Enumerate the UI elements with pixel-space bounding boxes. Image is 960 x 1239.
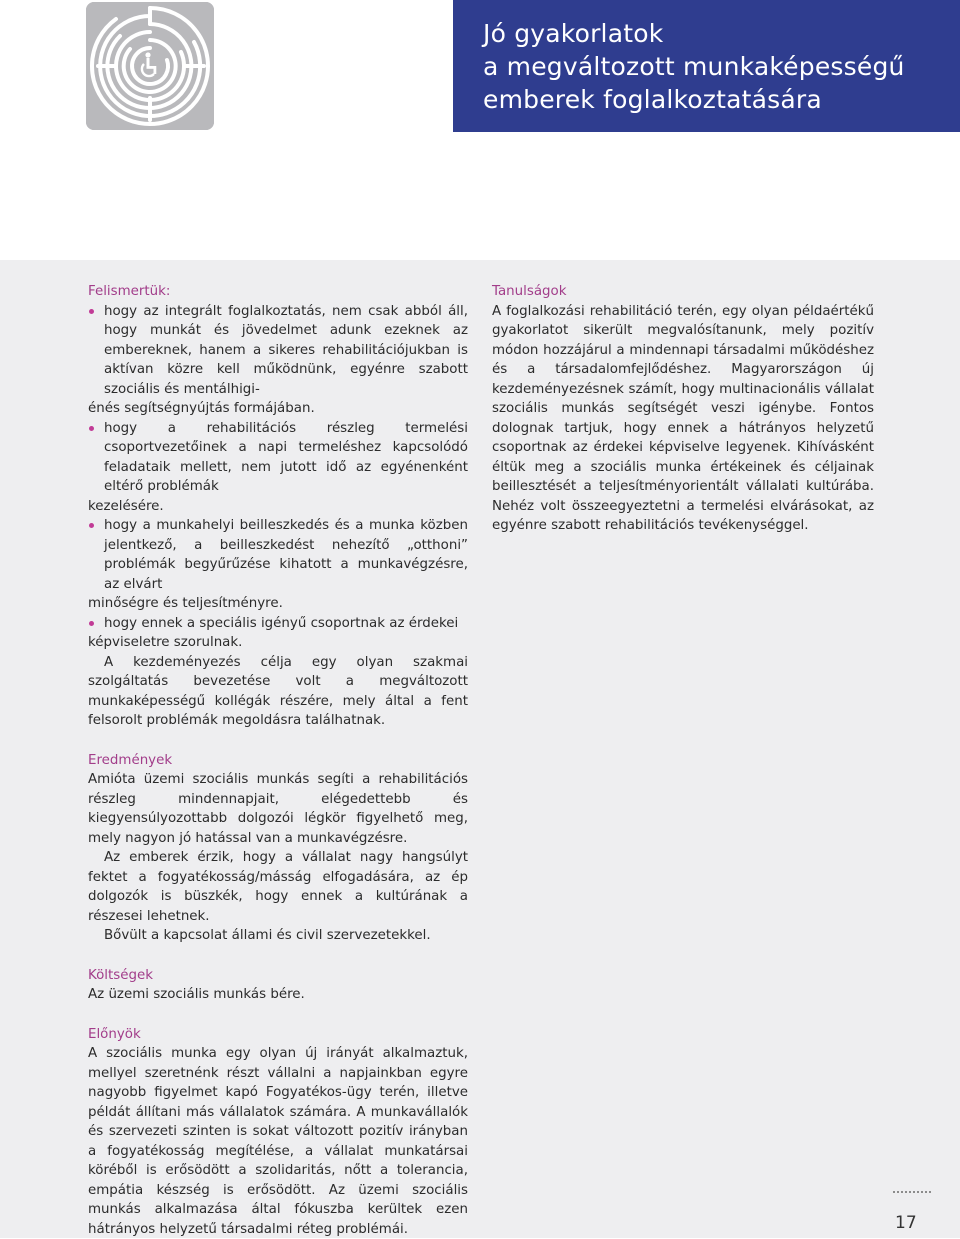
- elonyok-paragraph: A szociális munka egy olyan új irányát alkalmaztuk, mellyel szeretnénk részt vállalni a napjainkban egyre nagyobb figyelmet kapó Fogyatékos-ügy terén, illetve példát állítani más vállalatok számára. A munkavállalók és szervezeti szinten is sokat változott pozitív irányban a fogyatékosság megítélése, a vállalat munkatársai köréből is erősödött a szolidaritás, nőtt a tolerancia, empátia készség is erősödött. Az üzemi szociális munkás alkalmazása által fókuszba kerültek ezen hátrányos helyzetű társadalmi réteg problémái.: [88, 1046, 468, 1237]
- title-line-3: emberek foglalkoztatására: [483, 85, 822, 114]
- list-item-text: hogy ennek a speciális igényű csoportnak az érdekei: [104, 615, 459, 631]
- koltsegek-paragraph: Az üzemi szociális munkás bére.: [88, 987, 305, 1002]
- list-item-text: hogy a rehabilitációs részleg termelési csoportvezetőinek a napi termeléshez kapcsolódó feladataik mellett, nem jutott idő az egyénenként eltérő problémák: [104, 420, 468, 494]
- tanulsagok-heading: Tanulságok: [492, 284, 567, 299]
- list-item-continuation: képviseletre szorulnak.: [88, 635, 243, 650]
- list-item: [88, 419, 468, 517]
- page-number: 17: [895, 1213, 917, 1233]
- list-item: [88, 302, 468, 419]
- eredmenyek-paragraph-1: Amióta üzemi szociális munkás segíti a rehabilitációs részleg mindennapjait, elégedettebb és kiegyensúlyozottabb dolgozói légkör figyelhető meg, mely nagyon jó hatással van a munkavégzésre.: [88, 772, 468, 846]
- list-item-continuation: énés segítségnyújtás formájában.: [88, 401, 315, 416]
- list-item: [88, 516, 468, 614]
- page-number-divider: [893, 1191, 931, 1193]
- list-item-text: hogy a munkahelyi beilleszkedés és a munka közben jelentkező, a beilleszkedést nehezítő „otthoni” problémák begyűrűzése kihatott a munkavégzésre, az elvárt: [104, 518, 468, 592]
- list-item-continuation: minőségre és teljesítményre.: [88, 596, 283, 611]
- felismertuk-heading: Felismertük:: [88, 284, 171, 299]
- koltsegek-heading: Költségek: [88, 967, 153, 983]
- title-line-1: Jó gyakorlatok: [483, 19, 664, 48]
- bullet-icon: [89, 309, 94, 314]
- bullet-icon: [89, 621, 94, 626]
- list-item-text: hogy az integrált foglalkoztatás, nem csak abból áll, hogy munkát és jövedelmet adunk ezeknek az embereknek, hanem a sikeres rehabilitációjukban is aktívan közre kell működnünk, egyénre szabott szociális és mentálhigi-: [104, 303, 468, 397]
- tanulsagok-paragraph: A foglalkozási rehabilitáció terén, egy olyan példaértékű gyakorlatot sikerült megvalósítanunk, mely pozitív módon hozzájárul a mindennapi társadalmi működéshez és a társadalomfejlődéshez. Magyarországon új kezdeményezésnek számít, hogy multinacionális vállalat szociális munkás segítségét veszi igénybe. Fontos dolognak tartjuk, hogy ennek a hátrányos helyzetű csoportnak az érdekei képviselve legyenek. Kihívásként éltük meg a szociális munka értékeinek és céljainak beillesztését a teljesítményorientált vállalati kultúrába. Nehéz volt összeegyeztetni a termelési elvárásokat, az egyénre szabott rehabilitációs tevékenységgel.: [492, 303, 874, 533]
- left-column: [88, 282, 468, 1239]
- title-banner: [453, 0, 960, 132]
- right-column: [492, 282, 874, 536]
- elonyok-heading: Előnyök: [88, 1026, 141, 1042]
- list-item: [88, 614, 468, 653]
- felismertuk-list: [88, 302, 468, 653]
- labyrinth-wheelchair-icon: [86, 2, 214, 130]
- list-item-continuation: kezelésére.: [88, 498, 164, 514]
- felismertuk-closing: A kezdeményezés célja egy olyan szakmai szolgáltatás bevezetése volt a megváltozott munkaképességű kollégák részére, mely által a fent felsorolt problémák megoldásra találhatnak.: [88, 654, 468, 728]
- eredmenyek-paragraph-3: Bővült a kapcsolat állami és civil szervezetekkel.: [104, 928, 431, 943]
- title-line-2: a megváltozott munkaképességű: [483, 52, 905, 81]
- eredmenyek-paragraph-2: Az emberek érzik, hogy a vállalat nagy hangsúlyt fektet a fogyatékosság/másság elfogadására, az ép dolgozók is büszkék, hogy ennek a kultúrának a részesei lehetnek.: [88, 850, 468, 924]
- bullet-icon: [89, 523, 94, 528]
- bullet-icon: [89, 426, 94, 431]
- eredmenyek-heading: Eredmények: [88, 752, 173, 768]
